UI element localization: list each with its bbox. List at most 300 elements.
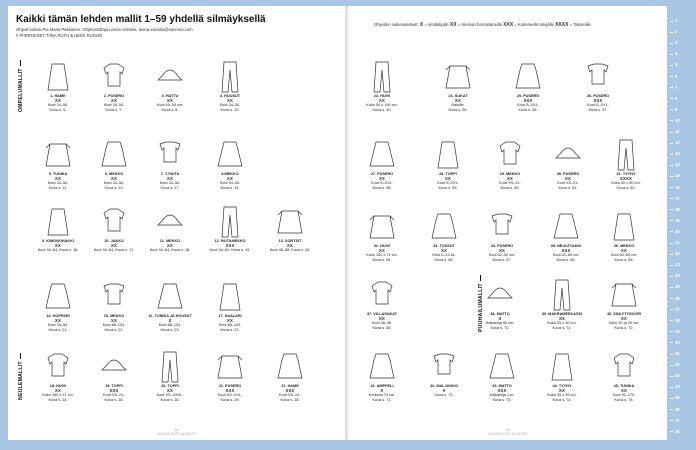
pattern-difficulty: XX	[55, 317, 61, 323]
pattern-illustration	[434, 138, 462, 172]
pattern-caption	[487, 172, 533, 190]
page-number-left: 18	[174, 428, 179, 432]
pattern-caption	[435, 94, 481, 112]
pattern-difficulty: XX	[111, 317, 117, 323]
pattern-illustration	[216, 60, 244, 94]
pattern-caption	[267, 384, 313, 402]
index-number[interactable]: 27	[675, 306, 680, 312]
pattern-name: 9. KIMONOHAKKI	[42, 239, 74, 243]
index-tick	[670, 309, 673, 310]
index-tick	[670, 365, 673, 366]
pattern-size: Koot S–XXL.	[371, 181, 393, 186]
pattern-item-33	[421, 210, 467, 262]
pattern-name: 21. PUSERO	[218, 384, 242, 388]
pattern-difficulty: XX	[227, 97, 233, 103]
pattern-name: 37. VILLASUKAT	[366, 312, 398, 316]
pattern-illustration	[156, 205, 184, 239]
pattern-illustration	[548, 350, 576, 384]
pattern-page: Kuva s. 17.	[160, 185, 180, 190]
index-tick	[670, 120, 673, 121]
pattern-name: 29. MEKKO	[499, 172, 521, 176]
index-tick	[670, 354, 673, 355]
pattern-caption	[601, 244, 647, 262]
index-tick	[670, 76, 673, 77]
index-number[interactable]: 17	[675, 195, 680, 201]
index-tick	[670, 276, 673, 277]
pattern-difficulty: XX	[55, 175, 61, 181]
pattern-item-20	[147, 350, 193, 402]
pattern-size: Koot 68–104.	[102, 323, 126, 328]
index-tick	[670, 165, 673, 166]
index-number[interactable]: 2	[675, 29, 678, 35]
pattern-page: Kuva s. 23.	[160, 327, 180, 332]
pattern-size: Koot 68–104.	[158, 323, 182, 328]
index-number[interactable]: 32	[675, 362, 680, 368]
pattern-difficulty: XXXX	[620, 175, 632, 181]
pattern-item-25	[505, 60, 551, 112]
pattern-name: 19. TOPPI	[105, 384, 123, 388]
pattern-caption	[207, 172, 253, 190]
pattern-caption	[359, 94, 405, 112]
pattern-caption	[35, 172, 81, 190]
pattern-size: Koot 34–54.	[47, 323, 69, 328]
legend-mark-1: X	[419, 22, 424, 28]
legend-label-1: Aloittelijalle	[427, 22, 449, 27]
pattern-difficulty: XX	[565, 175, 571, 181]
index-number[interactable]: 25	[675, 284, 680, 290]
pattern-illustration	[100, 205, 128, 239]
pattern-page: Kuva s. 7.	[105, 107, 123, 112]
pattern-caption	[147, 94, 193, 112]
pattern-name: 35. NEULETAKKI	[550, 244, 582, 248]
pattern-caption	[603, 172, 649, 190]
pattern-item-10	[91, 205, 137, 253]
legend-mark-2: XX	[449, 22, 457, 28]
pattern-caption	[207, 314, 253, 332]
index-number[interactable]: 3	[675, 40, 678, 46]
pattern-difficulty: XX	[111, 97, 117, 103]
index-tick	[670, 132, 673, 133]
pattern-name: 41. AMPPELI	[370, 384, 394, 388]
pattern-difficulty: XX	[167, 242, 173, 248]
legend-label-3: Kokeneelle tekijälle	[518, 22, 554, 27]
index-sidebar	[667, 0, 696, 450]
pattern-difficulty: XX	[379, 97, 385, 103]
pattern-name: 27. PUSERO	[370, 172, 394, 176]
pattern-name: 36. MEKKO	[613, 244, 635, 248]
pattern-size: Koot XS–XL.	[103, 393, 125, 398]
pattern-illustration	[216, 350, 244, 384]
pattern-name: 8.MEKKO	[221, 172, 239, 176]
pattern-difficulty: X	[168, 317, 172, 323]
pattern-difficulty: XX	[559, 387, 565, 393]
pattern-size: Koot 34–54.	[219, 181, 241, 186]
pattern-illustration	[276, 350, 304, 384]
pattern-page: Kuva s. 26.	[160, 397, 180, 402]
pattern-page: Kuva s. 58.	[372, 185, 392, 190]
pattern-difficulty: XXX	[523, 97, 533, 103]
pattern-name: 23. HUIVI	[373, 94, 391, 98]
pattern-page: Kuva s. 78.	[614, 397, 634, 402]
pattern-item-28	[425, 138, 471, 190]
pattern-illustration	[610, 350, 638, 384]
pattern-item-13	[267, 205, 313, 253]
index-number[interactable]: 16	[675, 184, 680, 190]
pattern-name: 32. HUIVI	[373, 244, 391, 248]
pattern-size: Koot S–XXL.	[517, 103, 539, 108]
pattern-size: Koot XS–XL.	[279, 393, 301, 398]
index-number[interactable]: 6	[675, 73, 678, 79]
pattern-difficulty: XX	[379, 175, 385, 181]
pattern-item-31	[603, 138, 649, 190]
pattern-difficulty: XX	[167, 387, 173, 393]
index-number[interactable]: 1	[675, 18, 678, 23]
index-tick	[670, 143, 673, 144]
pattern-item-44	[539, 350, 585, 402]
pattern-difficulty: XX	[167, 97, 173, 103]
index-number[interactable]: 19	[675, 217, 680, 223]
pattern-item-24	[435, 60, 481, 112]
pattern-caption	[359, 244, 405, 262]
pattern-item-45	[601, 350, 647, 402]
pattern-name: 45. TUNIKA	[613, 384, 635, 388]
index-tick	[670, 331, 673, 332]
pattern-caption	[505, 94, 551, 112]
pattern-item-22	[267, 350, 313, 402]
pattern-illustration	[100, 60, 128, 94]
pattern-page: Kuva s. 59.	[438, 185, 458, 190]
pattern-illustration	[44, 280, 72, 314]
pattern-size: Koko 150 x 71 cm.	[366, 253, 398, 258]
pattern-illustration	[100, 280, 128, 314]
pattern-difficulty: XX	[111, 175, 117, 181]
pattern-item-35	[543, 210, 589, 262]
pattern-caption	[421, 384, 467, 398]
pattern-name: 4. HOUSUT	[219, 94, 241, 98]
pattern-illustration	[216, 205, 244, 239]
pattern-caption	[91, 172, 137, 190]
pattern-page: Kuva s. 60.	[500, 185, 520, 190]
pattern-name: 5. TUNIKA	[48, 172, 68, 176]
pattern-name: 15. MEKKO	[103, 314, 125, 318]
pattern-name: 10. JAKKU	[104, 239, 124, 243]
pattern-size: Koot 34–54.	[103, 181, 125, 186]
section-knitting: NEULEMALLIT	[18, 353, 24, 400]
pattern-size: Koot 34–54.	[219, 103, 241, 108]
pattern-size: Koot 34–54.	[47, 103, 69, 108]
pattern-caption	[359, 312, 405, 330]
pattern-caption	[543, 244, 589, 262]
index-number[interactable]: 20	[675, 228, 680, 234]
pattern-illustration	[488, 210, 516, 244]
pattern-illustration	[612, 138, 640, 172]
pattern-page: Kuva s. 14.	[220, 185, 240, 190]
pattern-page: Kuva s. 22.	[104, 327, 124, 332]
pattern-size: Koot 48–58. Kuva s. 20.	[269, 248, 311, 253]
pattern-illustration	[100, 350, 128, 384]
pattern-caption	[147, 384, 193, 402]
index-number[interactable]: 28	[675, 317, 680, 323]
pattern-caption	[91, 314, 137, 332]
index-number[interactable]: 34	[675, 384, 680, 390]
pattern-item-18	[35, 350, 81, 402]
index-tick	[670, 298, 673, 299]
pattern-size: Koko 25 x 30 cm.	[547, 321, 577, 326]
pattern-item-7	[147, 138, 193, 190]
pattern-page: Kuva s. 66.	[614, 257, 634, 262]
pattern-name: 40. SÄILYTYSKORI	[606, 312, 642, 316]
pattern-difficulty: XX	[621, 387, 627, 393]
pattern-difficulty: XX	[445, 175, 451, 181]
pattern-item-17	[207, 280, 253, 332]
legend-label-2: Hieman harrastaneille	[461, 22, 503, 27]
credits-line: Ohjeet kokosi Pia Maria Pekkanen. Ohjetoimittaja Leena Vainiola, leena.vainiola@sanoma.com	[16, 27, 193, 32]
page-number-right: 19	[506, 428, 510, 432]
pattern-illustration	[444, 60, 472, 94]
pattern-name: 6. MEKKO	[104, 172, 124, 176]
pattern-name: 31. TYYNY	[616, 172, 636, 176]
pattern-caption	[425, 172, 471, 190]
index-number[interactable]: 33	[675, 373, 680, 379]
footer-right-text: KAUNIS KOTI JA MUOTI	[488, 432, 528, 436]
pattern-item-12	[207, 205, 253, 253]
pattern-difficulty: XX	[499, 247, 505, 253]
pattern-caption	[35, 239, 81, 253]
pattern-difficulty: XX	[621, 247, 627, 253]
pattern-caption	[35, 314, 81, 332]
pattern-difficulty: XXX	[225, 242, 235, 248]
index-tick	[670, 376, 673, 377]
index-tick	[670, 287, 673, 288]
footer-right	[349, 428, 667, 436]
pattern-caption	[267, 239, 313, 253]
pattern-difficulty: XX	[441, 247, 447, 253]
pattern-page: Kuva s. 11.	[48, 185, 68, 190]
pattern-difficulty: XXX	[225, 387, 235, 393]
index-tick	[670, 342, 673, 343]
pattern-caption	[545, 172, 591, 190]
pattern-difficulty: XX	[111, 242, 117, 248]
pattern-caption	[539, 312, 585, 330]
pattern-name: 26. PUSERO	[586, 94, 610, 98]
pattern-illustration	[156, 350, 184, 384]
index-tick	[670, 254, 673, 255]
pattern-illustration	[44, 138, 72, 172]
pattern-difficulty: XX	[55, 242, 61, 248]
pattern-page: Kuva s. 23.	[220, 327, 240, 332]
pattern-difficulty: XX	[167, 175, 173, 181]
pattern-illustration	[276, 205, 304, 239]
pattern-page: Kuva s. 75.	[492, 397, 512, 402]
pattern-page: Kuva s. 56.	[518, 107, 538, 112]
pattern-name: 2. PUSERO	[103, 94, 125, 98]
pattern-page: Kuva s. 65.	[434, 257, 454, 262]
pattern-page: Kuva s. 61.	[558, 185, 578, 190]
index-number[interactable]: 4	[675, 51, 678, 57]
pattern-name: 42. MALJAKKO	[430, 384, 458, 388]
pattern-item-26	[575, 60, 621, 112]
index-tick	[670, 220, 673, 221]
pattern-size: Koot 34–54. Kuva s. 18.	[149, 248, 191, 253]
index-tick	[670, 387, 673, 388]
index-tick	[670, 431, 673, 432]
index-number[interactable]: 37	[675, 417, 680, 423]
pattern-size: Naisille.	[451, 103, 465, 108]
pattern-caption	[207, 239, 253, 253]
pattern-size: Koot XS–XXXL.	[156, 393, 184, 398]
index-number[interactable]: 9	[675, 106, 678, 112]
pattern-caption	[207, 94, 253, 112]
pattern-page: Kuva s. 68.	[372, 325, 392, 330]
pattern-page: Kuva s. 67.	[492, 257, 512, 262]
pattern-illustration	[486, 278, 514, 312]
pattern-difficulty: XX	[55, 97, 61, 103]
pattern-size: Koot 34–54.	[103, 103, 125, 108]
pattern-item-38	[477, 278, 523, 330]
pattern-page: Kuva s. 74.	[552, 397, 572, 402]
legend-mark-3: XXX	[503, 22, 514, 28]
pattern-illustration	[368, 138, 396, 172]
index-number[interactable]: 29	[675, 328, 680, 334]
index-tick	[670, 154, 673, 155]
index-number[interactable]: 8	[675, 95, 678, 101]
pattern-name: 33. TOSSUT	[433, 244, 455, 248]
index-number[interactable]: 15	[675, 173, 680, 179]
pattern-difficulty: XXX	[561, 247, 571, 253]
pattern-item-9	[35, 205, 81, 253]
pattern-size: Koot 34–54. Kuva s. 16.	[37, 248, 79, 253]
pattern-illustration	[156, 280, 184, 314]
index-number[interactable]: 10	[675, 117, 680, 123]
page-title: Kaikki tämän lehden mallit 1–59 yhdellä silmäyksellä	[16, 14, 266, 25]
index-number[interactable]: 31	[675, 351, 680, 356]
pattern-item-41	[359, 350, 405, 402]
pattern-illustration	[156, 60, 184, 94]
pattern-size: Koot 62–92 cm.	[488, 253, 516, 258]
pattern-caption	[539, 384, 585, 402]
pattern-difficulty: X	[442, 387, 446, 393]
pattern-name: 34. PUSERO	[490, 244, 514, 248]
pattern-page: Kuva s. 70.	[490, 325, 510, 330]
section-crafts: PUUHAILUMALLIT	[478, 275, 484, 332]
index-number[interactable]: 26	[675, 295, 680, 301]
pattern-illustration	[514, 60, 542, 94]
pattern-difficulty: XXX	[285, 387, 295, 393]
index-number[interactable]: 35	[675, 395, 680, 401]
pattern-item-42	[421, 350, 467, 398]
index-number[interactable]: 11	[675, 129, 680, 134]
pattern-name: 1. HAME	[50, 94, 66, 98]
pattern-name: 22. HAME	[281, 384, 299, 388]
pattern-name: 11. MEKKO	[159, 239, 181, 243]
pattern-size: Koot S–XXL.	[587, 103, 609, 108]
index-number[interactable]: 18	[675, 206, 680, 212]
pattern-illustration	[430, 210, 458, 244]
index-tick	[670, 87, 673, 88]
index-tick	[670, 320, 673, 321]
index-number[interactable]: 23	[675, 262, 680, 268]
pattern-caption	[575, 94, 621, 112]
pattern-difficulty: XX	[55, 387, 61, 393]
index-number[interactable]: 22	[675, 251, 680, 257]
index-number[interactable]: 21	[675, 240, 680, 245]
pattern-item-43	[479, 350, 525, 402]
pattern-size: Koot XS–XL.	[499, 181, 521, 186]
pattern-page: Kuva s. 24.	[48, 397, 68, 402]
index-number[interactable]: 38	[675, 428, 680, 434]
pattern-size: Koko 30 (a 25 cm.	[608, 321, 640, 326]
pattern-item-15	[91, 280, 137, 332]
pattern-size: Koko 35 x 35 cm.	[547, 393, 577, 398]
pattern-page: Kuva s. 55.	[448, 107, 468, 112]
pattern-difficulty: XX	[621, 315, 627, 321]
pattern-illustration	[554, 138, 582, 172]
pattern-name: 13. SORTSIT	[278, 239, 302, 243]
index-tick	[670, 32, 673, 33]
pattern-caption	[359, 384, 405, 402]
index-number[interactable]: 12	[675, 140, 680, 146]
pattern-illustration	[496, 138, 524, 172]
pattern-size: Koot 49–55 cm.	[156, 103, 184, 108]
pattern-illustration	[610, 210, 638, 244]
pattern-size: Koot S–XXL.	[437, 181, 459, 186]
legend-intro: Ohjeiden vaikeusasteet:	[374, 22, 419, 27]
index-tick	[670, 176, 673, 177]
pattern-caption	[35, 94, 81, 112]
pattern-difficulty: XX	[507, 175, 513, 181]
index-tick	[670, 265, 673, 266]
pattern-item-1	[35, 60, 81, 112]
pattern-illustration	[368, 278, 396, 312]
pattern-item-32	[359, 210, 405, 262]
index-tick	[670, 420, 673, 421]
pattern-page: Kuva s. 57.	[588, 107, 608, 112]
pattern-size: Koot 62–80 cm.	[610, 253, 638, 258]
index-number[interactable]: 14	[675, 162, 680, 168]
pattern-name: 18. HUIVI	[49, 384, 67, 388]
index-number[interactable]: 36	[675, 406, 680, 412]
pattern-illustration	[584, 60, 612, 94]
index-tick	[670, 43, 673, 44]
pattern-illustration	[610, 278, 638, 312]
pattern-difficulty: X	[498, 315, 502, 321]
index-number[interactable]: 5	[675, 62, 678, 68]
index-number[interactable]: 13	[675, 151, 680, 157]
pattern-size: Koko 50 x 50 cm.	[611, 181, 641, 186]
pattern-illustration	[156, 138, 184, 172]
pattern-page: Kuva s. 71.	[552, 325, 572, 330]
index-tick	[670, 21, 673, 22]
pattern-caption	[601, 312, 647, 330]
pattern-caption	[147, 239, 193, 253]
pattern-item-23	[359, 60, 405, 112]
pattern-name: 7. T-PAITA	[160, 172, 180, 176]
pattern-caption	[147, 172, 193, 190]
pattern-size: Koot 34–54.	[159, 181, 181, 186]
pattern-name: 30. PUSERO	[556, 172, 580, 176]
pattern-difficulty: XX	[559, 315, 565, 321]
index-number[interactable]: 7	[675, 84, 678, 90]
pattern-page: Kuva s. 29.	[220, 397, 240, 402]
pattern-item-14	[35, 280, 81, 332]
pattern-difficulty: XX	[227, 317, 233, 323]
pattern-page: Kuva s. 30.	[372, 107, 392, 112]
pattern-item-36	[601, 210, 647, 262]
index-number[interactable]: 30	[675, 339, 680, 345]
pattern-caption	[147, 314, 193, 332]
index-number[interactable]: 24	[675, 273, 680, 279]
footer-left	[8, 428, 345, 436]
